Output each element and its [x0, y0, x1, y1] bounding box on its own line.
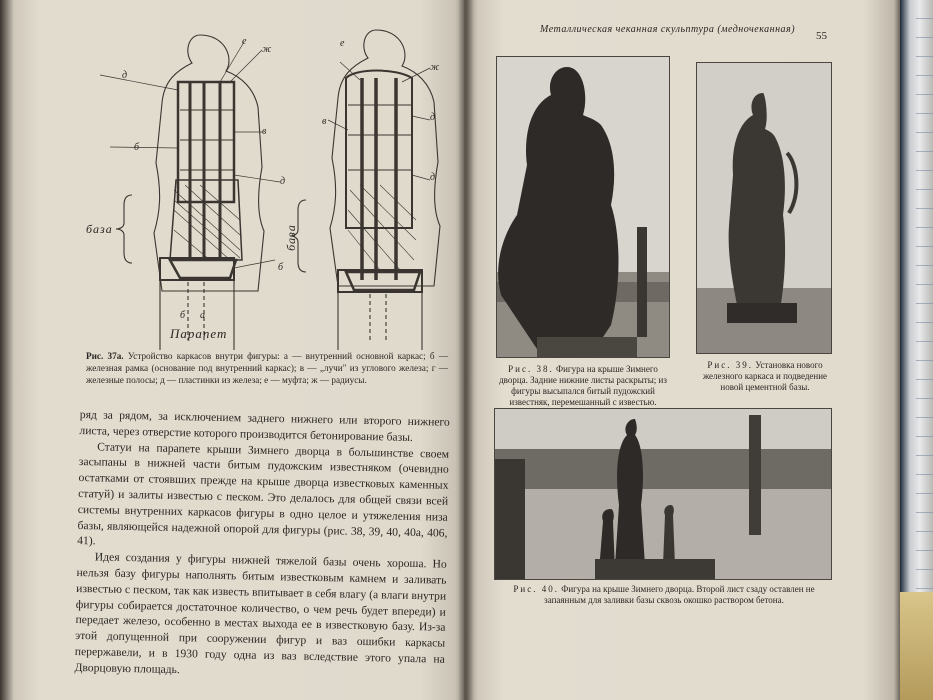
- photo-38-image: [497, 57, 669, 357]
- label-d-left: д: [122, 70, 128, 81]
- body-text: [74, 407, 450, 683]
- paragraph-1: ряд за рядом, за исключением заднего нижнего или второго нижнего листа, через отверстие которого производится бетонирование базы.: [79, 407, 450, 444]
- caption-fig-40: [494, 584, 834, 606]
- book-gutter: [458, 0, 474, 700]
- label-v-right: в: [322, 116, 327, 127]
- caption-39-text: Установка нового железного каркаса и подведение новой цементной базы.: [702, 360, 828, 392]
- label-e-left: е: [242, 36, 247, 47]
- baza-label-right: база: [283, 224, 298, 251]
- label-v-left: в: [262, 126, 267, 137]
- caption-37a-prefix: Рис. 37а.: [86, 351, 124, 361]
- left-page: [0, 0, 466, 700]
- paragraph-3: Идея создания у фигуры нижней тяжелой базы очень хороша. Но нельзя базу фигуры наполнять битым известковым камнем и заливать известью с песком, так как известь впитывает в себя влагу (а влаги внутри фигуры собирается достаточное количество, о чем речь будет впереди) и передает железо, особенно в местах выхода ее в известковую базу. Из-за этой допущенной при сооружении фигур и ваз ошибки каркасы перержавели, и в 1930 году одна из ваз вследствие этого упала на Дворцовую площадь.: [74, 550, 447, 676]
- caption-40-prefix: Рис. 40.: [513, 584, 559, 594]
- photo-40-image: [495, 409, 831, 579]
- baza-label-left: база: [86, 222, 113, 236]
- desk-background: [900, 0, 933, 700]
- label-a-left: а: [200, 310, 205, 321]
- label-b-left: б: [134, 142, 140, 153]
- caption-fig-37a: [86, 350, 448, 386]
- parapet-label: Парапет: [170, 326, 228, 341]
- label-b2-left: б: [278, 262, 284, 273]
- label-e-right: е: [340, 38, 345, 49]
- photo-fig-40: [494, 408, 832, 580]
- caption-38-text: Фигура на крыше Зимнего дворца. Задние нижние листы раскрыты; из фигуры высыпался битый пудожский известняк, перемешанный с известью.: [499, 364, 667, 407]
- caption-fig-39: [700, 360, 830, 393]
- folder-tab: [900, 592, 933, 700]
- label-d-right: д: [430, 112, 436, 123]
- label-zh-left: ж: [262, 44, 272, 55]
- caption-39-prefix: Рис. 39.: [707, 360, 753, 370]
- caption-40-text: Фигура на крыше Зимнего дворца. Второй лист сзаду оставлен не запаянным для заливки базы сквозь окошко раствором бетона.: [544, 584, 815, 605]
- caption-37a-text: Устройство каркасов внутри фигуры: а — внутренний основной каркас; б — железная рамка (основание под внутренний каркас); в — „лучи" из углового железа; г — железные полосы; д — пластинки из железа; е — муфта; ж — радиусы.: [86, 351, 449, 385]
- paragraph-2: Статуи на парапете крыши Зимнего дворца в большинстве своем засыпаны в нижней части битым пудожским известняком (очевидно остатками от стоявших прежде на крыше дворца известковых каменных статуй) и залиты известью с песком. Это делалось для общей связи всей системы внутренних каркасов фигуры в одно целое и утяжеления низа базы, являющейся надежной опорой для фигуры (рис. 38, 39, 40, 40а, 406, 41).: [77, 439, 450, 548]
- label-b3-left: б: [180, 310, 186, 321]
- label-d2-left: д: [280, 176, 286, 187]
- photo-39-image: [697, 63, 831, 353]
- running-head: Металлическая чеканная скульптура (медночеканная): [540, 24, 796, 35]
- figure-37a-diagram: [70, 20, 460, 350]
- label-zh-right: ж: [430, 62, 440, 73]
- label-d2-right: д: [430, 172, 436, 183]
- caption-fig-38: [496, 364, 670, 408]
- photo-fig-38: [496, 56, 670, 358]
- notebook-lines: [916, 0, 933, 600]
- armature-drawing: [70, 20, 460, 350]
- caption-38-prefix: Рис. 38.: [508, 364, 554, 374]
- photo-fig-39: [696, 62, 832, 354]
- page-number: 55: [816, 30, 827, 42]
